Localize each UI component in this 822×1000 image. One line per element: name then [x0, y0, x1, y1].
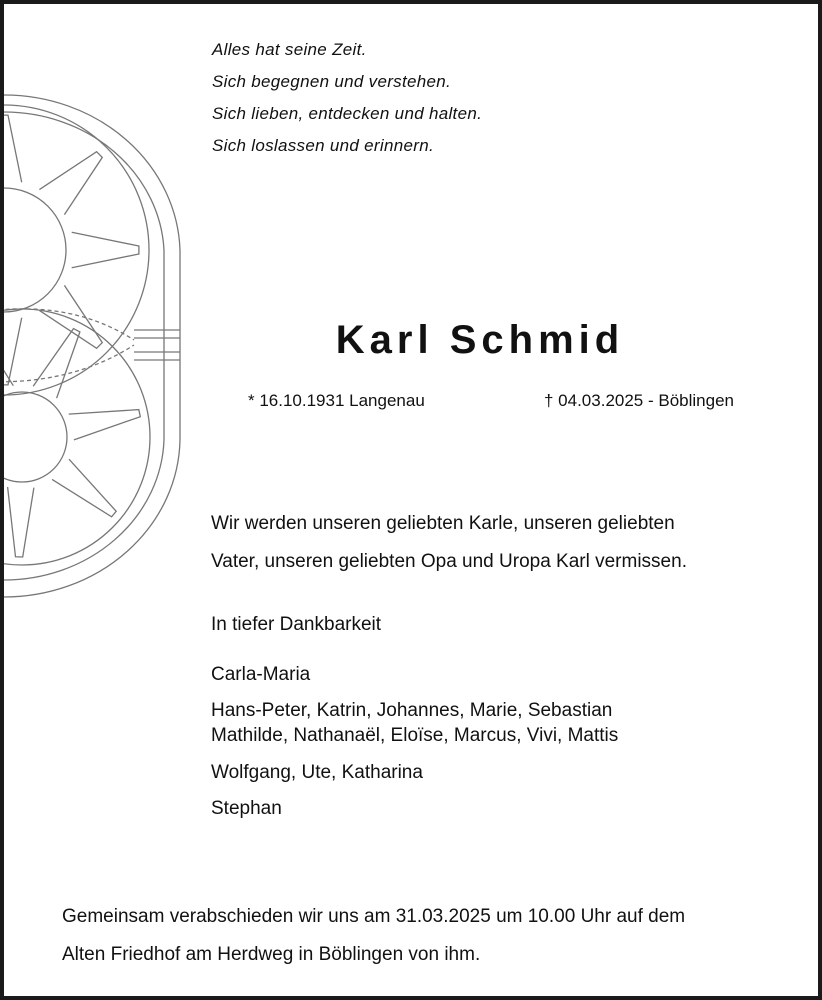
family-member: Stephan — [211, 798, 282, 819]
family-member: Hans-Peter, Katrin, Johannes, Marie, Sebastian — [211, 700, 613, 721]
deceased-name: Karl Schmid — [335, 318, 625, 362]
death-info: † 04.03.2025 - Böblingen — [544, 391, 734, 410]
family-member: Carla-Maria — [211, 664, 311, 685]
poem — [212, 34, 482, 162]
family-member: Wolfgang, Ute, Katharina — [211, 762, 423, 783]
gear-spoke — [39, 152, 102, 215]
funeral-line: Alten Friedhof am Herdweg in Böblingen von ihm. — [62, 944, 481, 965]
gear-spoke — [72, 232, 139, 267]
message-line: Wir werden unseren geliebten Karle, unseren geliebten — [211, 513, 675, 534]
gear-spoke — [8, 487, 34, 557]
poem-line: Sich begegnen und verstehen. — [212, 72, 452, 91]
birth-info: * 16.10.1931 Langenau — [248, 391, 425, 410]
message — [211, 505, 687, 581]
funeral-info — [62, 898, 685, 974]
funeral-line: Gemeinsam verabschieden wir uns am 31.03.2025 um 10.00 Uhr auf dem — [62, 906, 686, 927]
message-line: Vater, unseren geliebten Opa und Uropa Karl vermissen. — [211, 551, 687, 572]
family-member: Mathilde, Nathanaël, Eloïse, Marcus, Vivi, Mattis — [211, 725, 619, 746]
gear-spoke — [69, 410, 141, 440]
gear-spoke — [52, 459, 116, 517]
thanks-line: In tiefer Dankbarkeit — [211, 614, 382, 635]
poem-line: Alles hat seine Zeit. — [212, 40, 367, 59]
poem-line: Sich loslassen und erinnern. — [212, 136, 434, 155]
gear-spoke — [4, 115, 22, 182]
poem-line: Sich lieben, entdecken und halten. — [212, 104, 483, 123]
